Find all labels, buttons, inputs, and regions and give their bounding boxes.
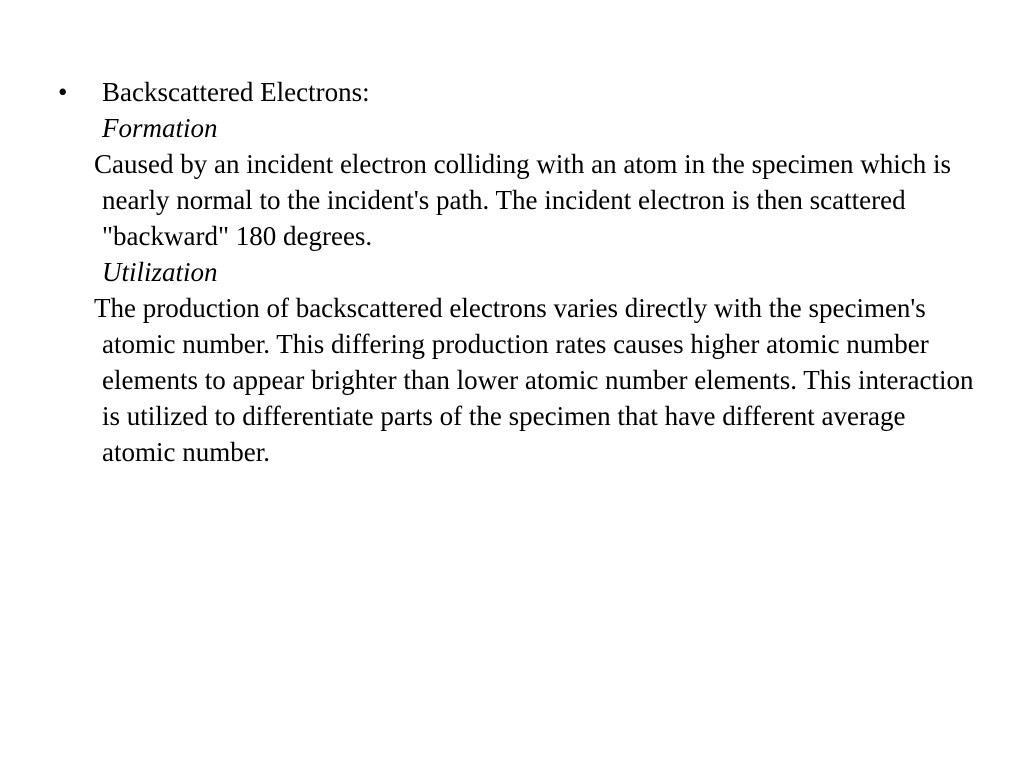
utilization-text: The production of backscattered electrons varies directly with the specimen's atomic number. This differing production rates causes higher atomic number elements to appear brighter than lower atomic number elements. This interaction is utilized to differentiate parts of the specimen that have different average atomic number. (94, 293, 974, 467)
slide-heading: Backscattered Electrons: (102, 77, 370, 107)
utilization-label: Utilization (102, 257, 218, 287)
bullet-icon: • (58, 77, 68, 107)
formation-label: Formation (102, 113, 218, 143)
formation-text: Caused by an incident electron colliding with an atom in the specimen which is nearly normal to the incident's path. The incident electron is then scattered "backward" 180 degrees. (94, 149, 952, 251)
slide-content (94, 74, 982, 470)
